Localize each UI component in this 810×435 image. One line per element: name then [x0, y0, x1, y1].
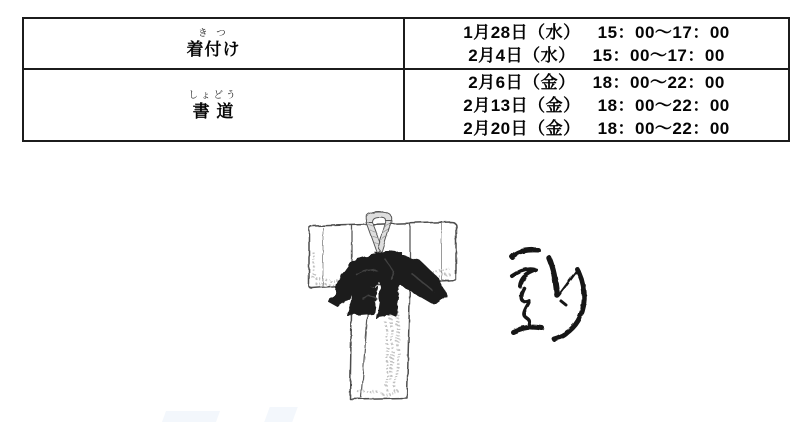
session-line [405, 117, 788, 140]
course-label: 着付け [186, 40, 241, 59]
course-furigana: しょどう [188, 89, 239, 101]
session-time: 15：00～17：00 [597, 22, 730, 42]
session-date: 1月28日（水） [463, 22, 581, 42]
schedule-table [22, 17, 790, 142]
calligraphy-mark [497, 237, 592, 349]
course-label: 書 道 [192, 101, 235, 121]
highlight-fragment [264, 407, 297, 422]
course-cell-kitsuke [23, 18, 404, 69]
session-line [405, 71, 788, 94]
session-date: 2月20日（金） [463, 118, 581, 138]
table-row [23, 69, 789, 141]
session-time: 15：00～17：00 [592, 45, 725, 65]
session-date: 2月13日（金） [463, 95, 581, 115]
session-time: 18：00～22：00 [592, 72, 725, 92]
session-date: 2月6日（金） [468, 72, 576, 92]
table-row [23, 18, 789, 69]
course-cell-shodo [23, 69, 404, 141]
session-line [405, 21, 788, 44]
course-furigana: き つ [198, 28, 229, 39]
session-line [405, 94, 788, 117]
session-date: 2月4日（水） [468, 45, 576, 65]
highlight-fragment [162, 411, 220, 422]
calligraphy-icon [497, 237, 592, 349]
sessions-cell [404, 69, 789, 141]
sessions-cell [404, 18, 789, 69]
kimono-sketch-icon [282, 190, 482, 430]
session-line [405, 44, 788, 67]
session-time: 18：00～22：00 [597, 95, 730, 115]
session-time: 18：00～22：00 [597, 118, 730, 138]
kimono-illustration [282, 190, 482, 430]
